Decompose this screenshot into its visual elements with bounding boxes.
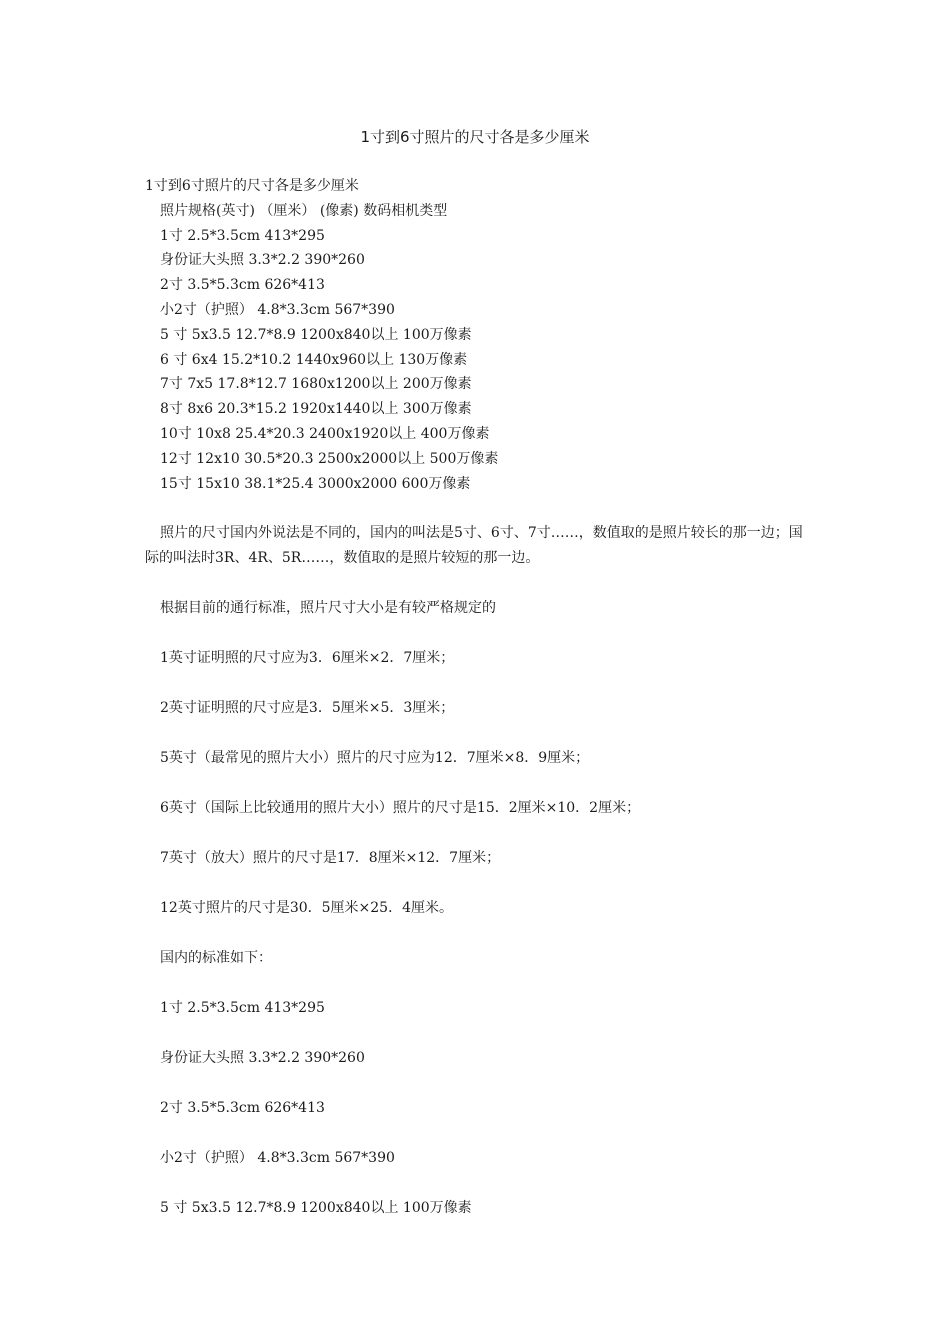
- size-row: 1寸 2.5*3.5cm 413*295: [160, 227, 325, 244]
- standard-item: 2英寸证明照的尺寸应是3．5厘米×5．3厘米；: [160, 699, 455, 716]
- standard-item: 6英寸（国际上比较通用的照片大小）照片的尺寸是15．2厘米×10．2厘米；: [160, 799, 641, 816]
- size-row: 小2寸（护照） 4.8*3.3cm 567*390: [160, 301, 395, 318]
- domestic-item: 身份证大头照 3.3*2.2 390*260: [160, 1049, 365, 1066]
- size-row: 10寸 10x8 25.4*20.3 2400x1920以上 400万像素: [160, 425, 490, 442]
- size-row: 12寸 12x10 30.5*20.3 2500x2000以上 500万像素: [160, 450, 499, 467]
- naming-paragraph: 照片的尺寸国内外说法是不同的，国内的叫法是5寸、6寸、7寸……，数值取的是照片较长的那一边；国际的叫法时3R、4R、5R……，数值取的是照片较短的那一边。: [145, 525, 803, 567]
- domestic-item: 小2寸（护照） 4.8*3.3cm 567*390: [160, 1149, 395, 1166]
- document-subtitle: 1寸到6寸照片的尺寸各是多少厘米: [145, 178, 359, 194]
- table-header: 照片规格(英寸) （厘米） (像素) 数码相机类型: [160, 202, 448, 219]
- document-body: [145, 174, 815, 1221]
- size-row: 身份证大头照 3.3*2.2 390*260: [160, 252, 365, 269]
- page-title: 1寸到6寸照片的尺寸各是多少厘米: [360, 128, 590, 146]
- domestic-item: 5 寸 5x3.5 12.7*8.9 1200x840以上 100万像素: [160, 1199, 472, 1216]
- domestic-item: 1寸 2.5*3.5cm 413*295: [160, 999, 325, 1016]
- domestic-item: 2寸 3.5*5.3cm 626*413: [160, 1099, 325, 1116]
- size-list: [145, 224, 815, 497]
- size-row: 7寸 7x5 17.8*12.7 1680x1200以上 200万像素: [160, 376, 472, 393]
- standard-item: 1英寸证明照的尺寸应为3．6厘米×2．7厘米；: [160, 649, 455, 666]
- standard-intro: 根据目前的通行标准，照片尺寸大小是有较严格规定的: [160, 599, 496, 616]
- standard-list: [145, 621, 815, 921]
- standard-item: 5英寸（最常见的照片大小）照片的尺寸应为12．7厘米×8．9厘米；: [160, 749, 590, 766]
- domestic-intro: 国内的标准如下：: [160, 949, 272, 966]
- size-row: 6 寸 6x4 15.2*10.2 1440x960以上 130万像素: [160, 351, 468, 368]
- size-row: 8寸 8x6 20.3*15.2 1920x1440以上 300万像素: [160, 401, 472, 418]
- standard-item: 12英寸照片的尺寸是30．5厘米×25．4厘米。: [160, 899, 453, 916]
- standard-item: 7英寸（放大）照片的尺寸是17．8厘米×12．7厘米；: [160, 849, 501, 866]
- size-row: 15寸 15x10 38.1*25.4 3000x2000 600万像素: [160, 475, 471, 492]
- size-row: 5 寸 5x3.5 12.7*8.9 1200x840以上 100万像素: [160, 326, 472, 343]
- size-row: 2寸 3.5*5.3cm 626*413: [160, 277, 325, 294]
- domestic-list: [145, 971, 815, 1221]
